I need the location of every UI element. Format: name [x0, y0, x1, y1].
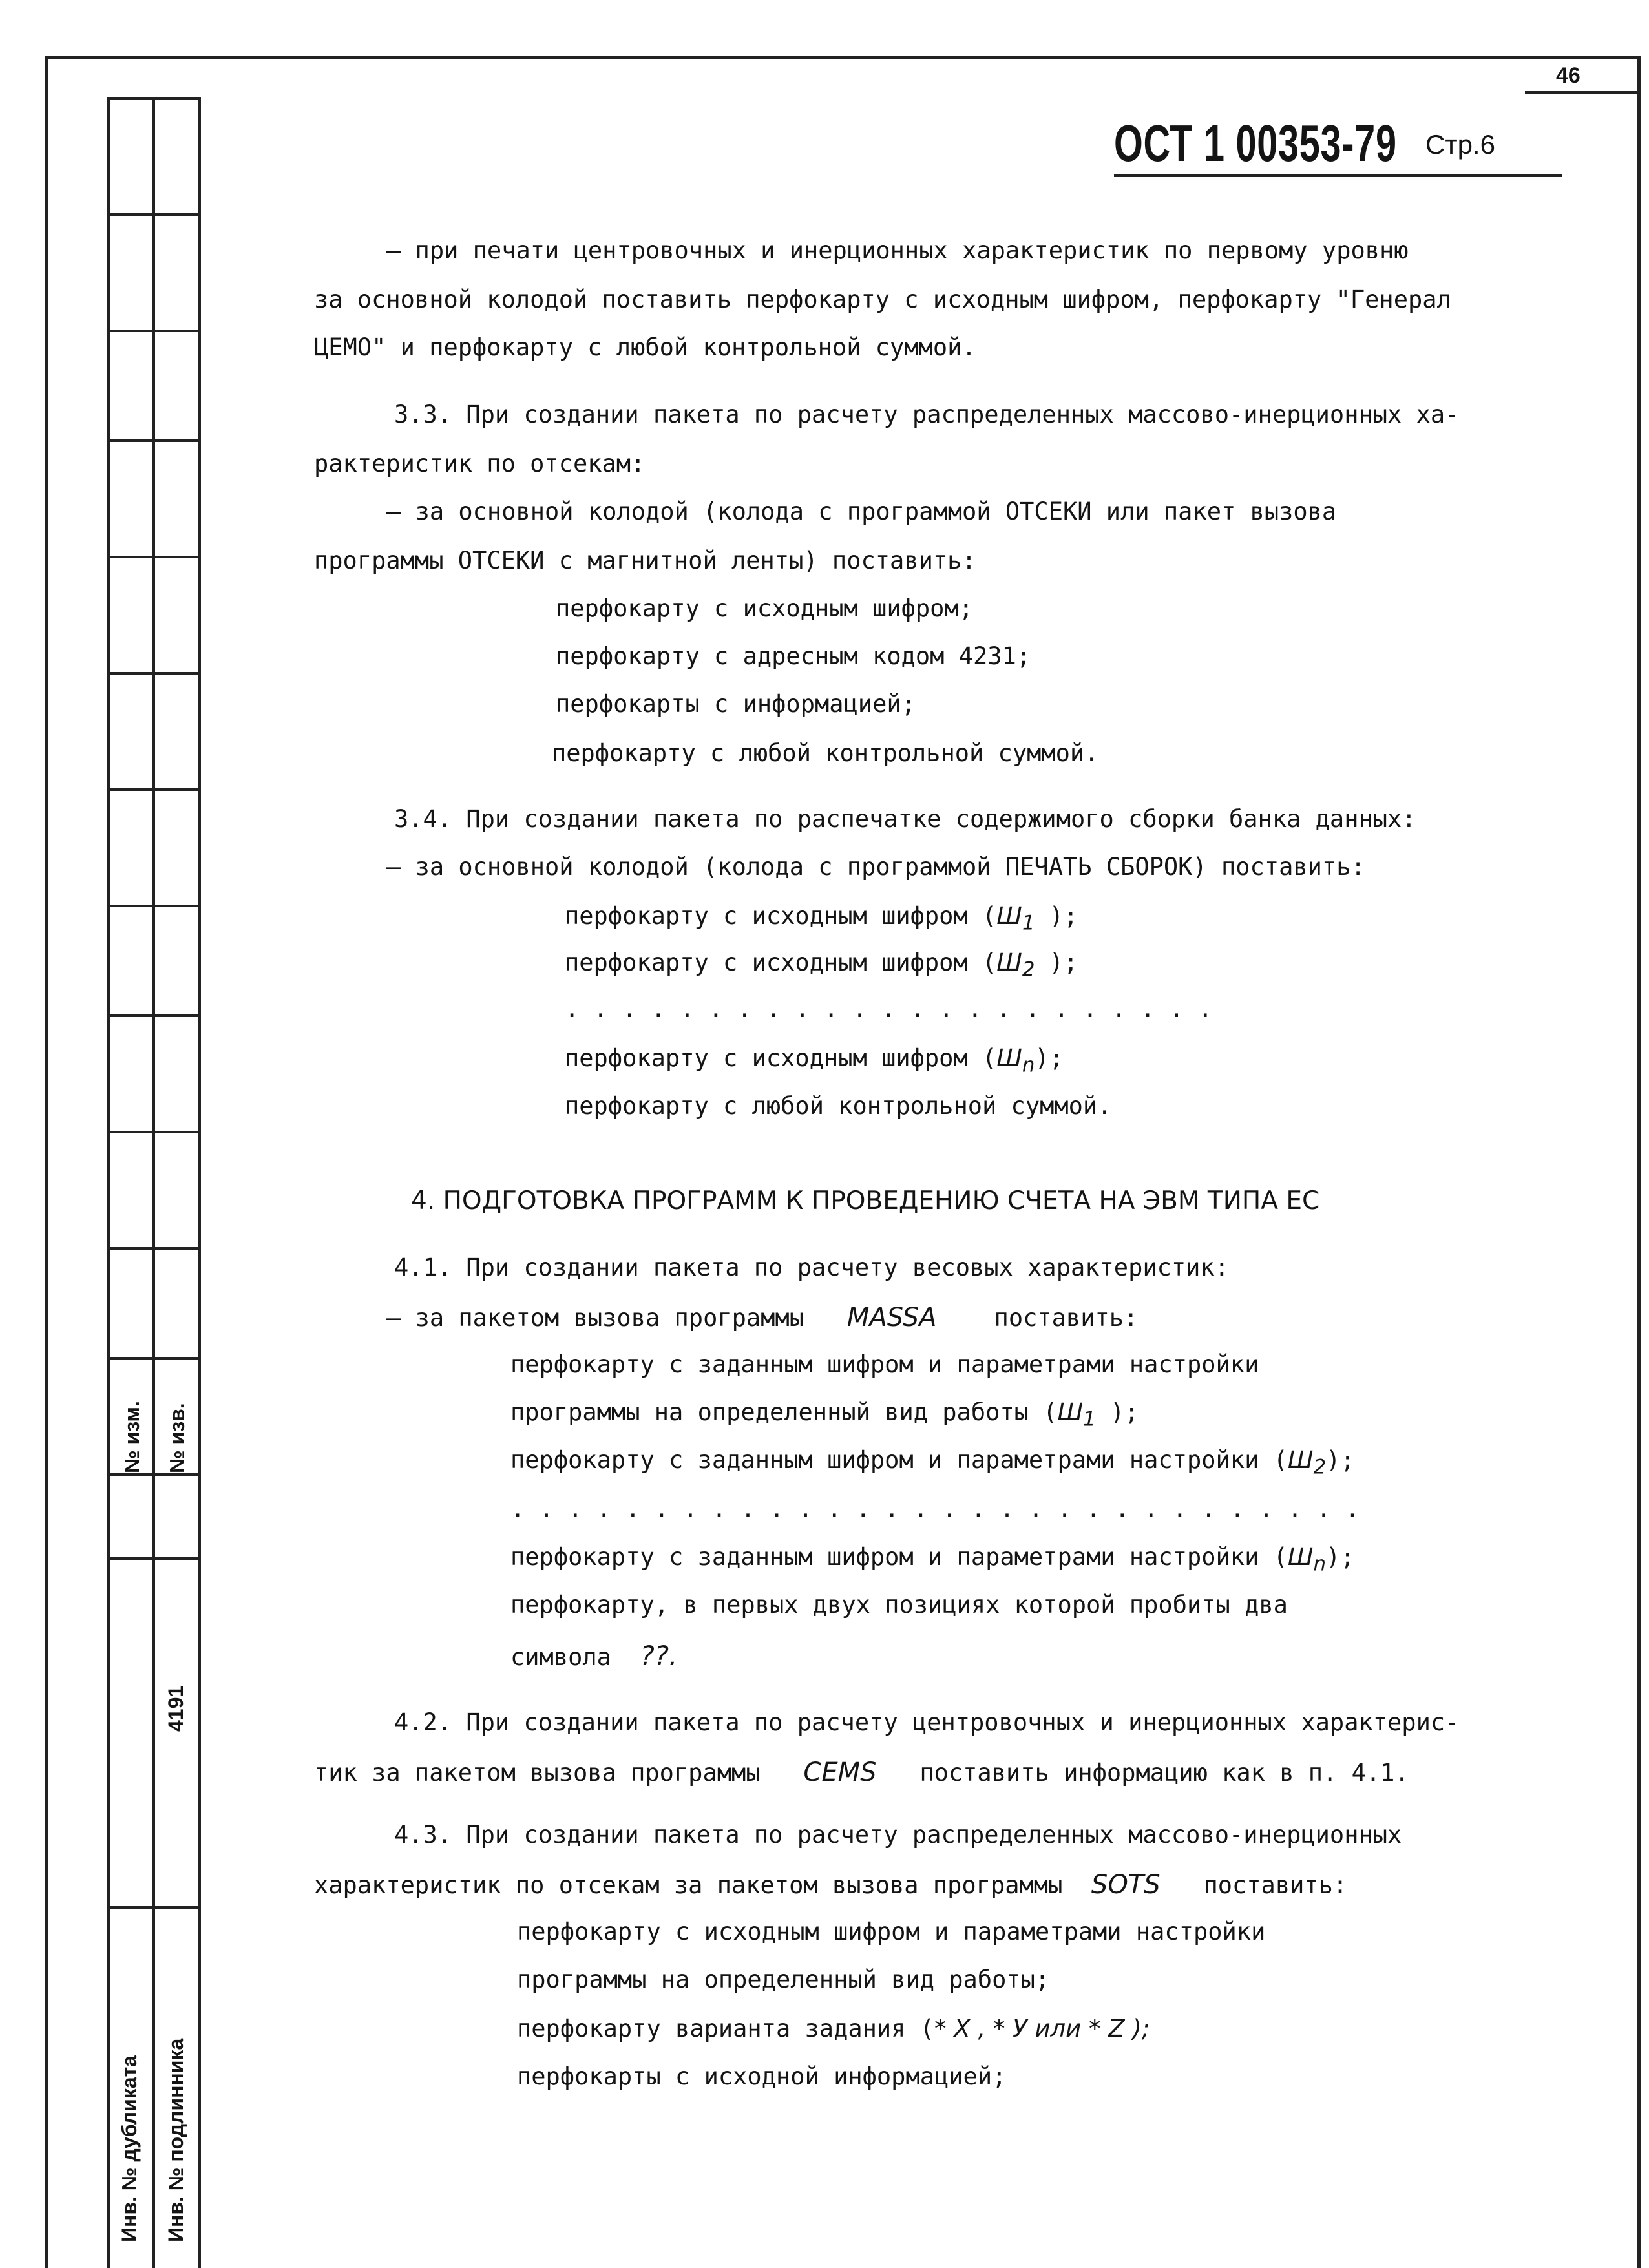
strip-rule	[107, 1557, 201, 1560]
list-item: перфокарту, в первых двух позициях которой пробиты два	[510, 1591, 1288, 1619]
text-line: тик за пакетом вызова программы CEMS поставить информацию как в п. 4.1.	[314, 1758, 1409, 1787]
text-line: характеристик по отсекам за пакетом вызова программы SOTS поставить:	[314, 1870, 1348, 1900]
text-line: за основной колодой поставить перфокарту с исходным шифром, перфокарту "Генерал	[314, 286, 1451, 313]
strip-rule	[107, 556, 201, 558]
list-item: программы на определенный вид работы;	[517, 1966, 1050, 1993]
side-strip-left	[107, 97, 110, 2268]
text-line: – при печати центровочных и инерционных характеристик по первому уровню	[386, 236, 1409, 264]
document-code: ОСТ 1 00353-79	[1114, 114, 1397, 172]
strip-rule	[107, 1247, 201, 1250]
list-item: перфокарту варианта задания (* X , * У или * Z );	[517, 2015, 1150, 2042]
list-item: перфокарту с исходным шифром $(Ш_n)$;	[565, 1044, 1064, 1077]
list-item: перфокарту с исходным шифром и параметрами настройки	[517, 1918, 1266, 1946]
strip-rule	[107, 672, 201, 675]
list-item: перфокарту с исходным шифром ($Ш_1$ );	[565, 902, 1078, 935]
dots-separator: . . . . . . . . . . . . . . . . . . . . . . . . . . . . . .	[510, 1495, 1360, 1523]
strip-rule	[107, 1357, 201, 1360]
list-item: перфокарту с исходным шифром ($Ш_2$ );	[565, 949, 1078, 982]
text-line: рактеристик по отсекам:	[314, 450, 646, 478]
strip-rule	[107, 788, 201, 791]
original-inventory-label: Инв. № подлинника	[164, 2038, 187, 2242]
duplicate-inventory-label: Инв. № дубликата	[118, 2055, 141, 2242]
strip-rule	[107, 439, 201, 442]
program-sots: SOTS	[1091, 1870, 1161, 1900]
list-item: перфокарту с заданным шифром и параметрами настройки	[510, 1350, 1259, 1378]
list-item: перфокарты с исходной информацией;	[517, 2063, 1007, 2090]
change-number-label: № изм.	[120, 1401, 143, 1473]
section-4-1-title: 4.1. При создании пакета по расчету весовых характеристик:	[394, 1254, 1230, 1281]
list-item: перфокарту с любой контрольной суммой.	[552, 739, 1099, 767]
text-line: программы ОТСЕКИ с магнитной ленты) поставить:	[314, 547, 976, 574]
page-label: Стр.6	[1425, 129, 1495, 160]
strip-rule	[107, 330, 201, 332]
page-number: 46	[1556, 63, 1581, 88]
list-item: символа ??.	[510, 1640, 678, 1672]
frame-inner-line	[198, 97, 201, 2268]
notice-number-label: № изв.	[165, 1403, 189, 1473]
list-item: перфокарту с любой контрольной суммой.	[565, 1092, 1112, 1120]
list-item: перфокарту с исходным шифром;	[556, 594, 974, 622]
program-massa: MASSA	[846, 1303, 937, 1332]
list-item: перфокарту с заданным шифром и параметрами настройки $(Ш_n)$;	[510, 1543, 1355, 1576]
strip-rule	[107, 1014, 201, 1017]
section-4-2-title: 4.2. При создании пакета по расчету центровочных и инерционных характерис-	[394, 1708, 1460, 1736]
strip-rule	[107, 1131, 201, 1133]
list-item: перфокарты с информацией;	[556, 690, 916, 718]
strip-rule	[107, 1473, 201, 1476]
header-rule	[1114, 174, 1562, 177]
section-3-3-title: 3.3. При создании пакета по расчету распределенных массово-инерционных ха-	[394, 401, 1460, 428]
dots-separator: . . . . . . . . . . . . . . . . . . . . . . .	[565, 995, 1213, 1023]
strip-rule	[107, 905, 201, 907]
text-line: – за основной колодой (колода с программой ОТСЕКИ или пакет вызова	[386, 498, 1337, 525]
list-item: перфокарту с заданным шифром и параметрами настройки $(Ш_2)$;	[510, 1446, 1355, 1479]
text-line: – за основной колодой (колода с программой ПЕЧАТЬ СБОРОК) поставить:	[386, 853, 1365, 881]
text-line: – за пакетом вызова программы MASSA поставить:	[386, 1303, 1139, 1332]
page-number-rule	[1525, 91, 1639, 94]
reference-number: 4191	[164, 1685, 187, 1732]
section-4-3-title: 4.3. При создании пакета по расчету распределенных массово-инерционных	[394, 1821, 1402, 1849]
section-4-heading: 4. ПОДГОТОВКА ПРОГРАММ К ПРОВЕДЕНИЮ СЧЕТА НА ЭВМ ТИПА ЕС	[411, 1186, 1320, 1215]
strip-rule	[107, 97, 201, 100]
text-line: ЦЕМО" и перфокарту с любой контрольной суммой.	[314, 333, 976, 361]
list-item: программы на определенный вид работы ($Ш_1$ );	[510, 1398, 1139, 1431]
section-3-4-title: 3.4. При создании пакета по распечатке содержимого сборки банка данных:	[394, 805, 1416, 833]
side-strip-divider	[152, 97, 155, 2268]
list-item: перфокарту с адресным кодом 4231;	[556, 642, 1031, 670]
strip-rule	[107, 1906, 201, 1909]
strip-rule	[107, 213, 201, 216]
program-cems: CEMS	[803, 1758, 877, 1787]
